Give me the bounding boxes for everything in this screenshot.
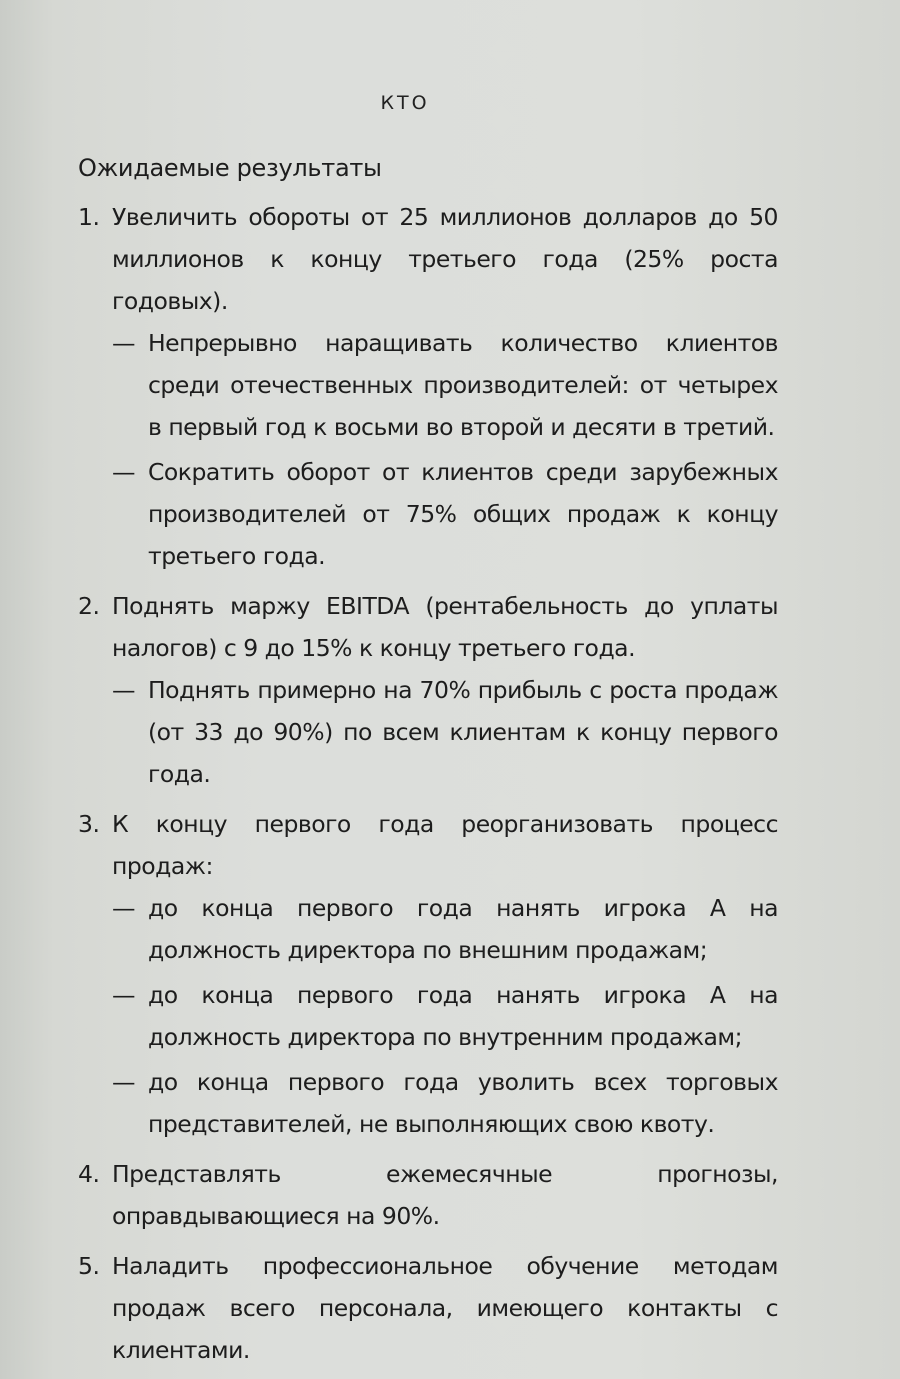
sub-item (112, 887, 778, 971)
sub-item-text: до конца первого года нанять игрока А на должность директора по внутренним продажам; (148, 981, 778, 1051)
list-item-4 (78, 1153, 778, 1237)
sub-item-text: до конца первого года нанять игрока А на должность директора по внешним продажам; (148, 894, 778, 964)
sub-item (112, 451, 778, 577)
section-title: Ожидаемые результаты (78, 154, 382, 182)
results-list (78, 196, 778, 1379)
item-text: К концу первого года реорганизовать процесс продаж: (112, 810, 778, 880)
dash-glyph: — (112, 676, 135, 704)
item-text: Наладить профессиональное обучение методам продаж всего персонала, имеющего контакты с клиентами. (112, 1252, 778, 1364)
sub-item (112, 322, 778, 448)
item-text: Увеличить обороты от 25 миллионов долларов до 50 миллионов к концу третьего года (25% роста годовых). (112, 203, 778, 315)
dash-glyph: — (112, 329, 135, 357)
item-number: 1. (78, 203, 100, 231)
sub-item-text: Непрерывно наращивать количество клиентов среди отечественных производителей: от четырех в первый год к восьми во второй и десяти в третий. (148, 329, 778, 441)
list-item-5 (78, 1245, 778, 1371)
sub-item-text: до конца первого года уволить всех торговых представителей, не выполняющих свою квоту. (148, 1068, 778, 1138)
dash-glyph: — (112, 458, 135, 486)
sub-item (112, 669, 778, 795)
item-number: 5. (78, 1252, 100, 1280)
sub-item (112, 974, 778, 1058)
sub-item (112, 1061, 778, 1145)
dash-glyph: — (112, 1068, 135, 1096)
sub-item-text: Сократить оборот от клиентов среди зарубежных производителей от 75% общих продаж к концу третьего года. (148, 458, 778, 570)
list-item-3 (78, 803, 778, 1145)
item-number: 4. (78, 1160, 100, 1188)
item-text: Представлять ежемесячные прогнозы, оправдывающиеся на 90%. (112, 1160, 778, 1230)
item-text: Поднять маржу EBITDA (рентабельность до уплаты налогов) с 9 до 15% к концу третьего года. (112, 592, 778, 662)
dash-glyph: — (112, 894, 135, 922)
list-item-2 (78, 585, 778, 795)
item-number: 2. (78, 592, 100, 620)
item-number: 3. (78, 810, 100, 838)
running-head: КТО (380, 92, 430, 114)
sub-item-text: Поднять примерно на 70% прибыль с роста продаж (от 33 до 90%) по всем клиентам к концу первого года. (148, 676, 778, 788)
list-item-1 (78, 196, 778, 577)
dash-glyph: — (112, 981, 135, 1009)
